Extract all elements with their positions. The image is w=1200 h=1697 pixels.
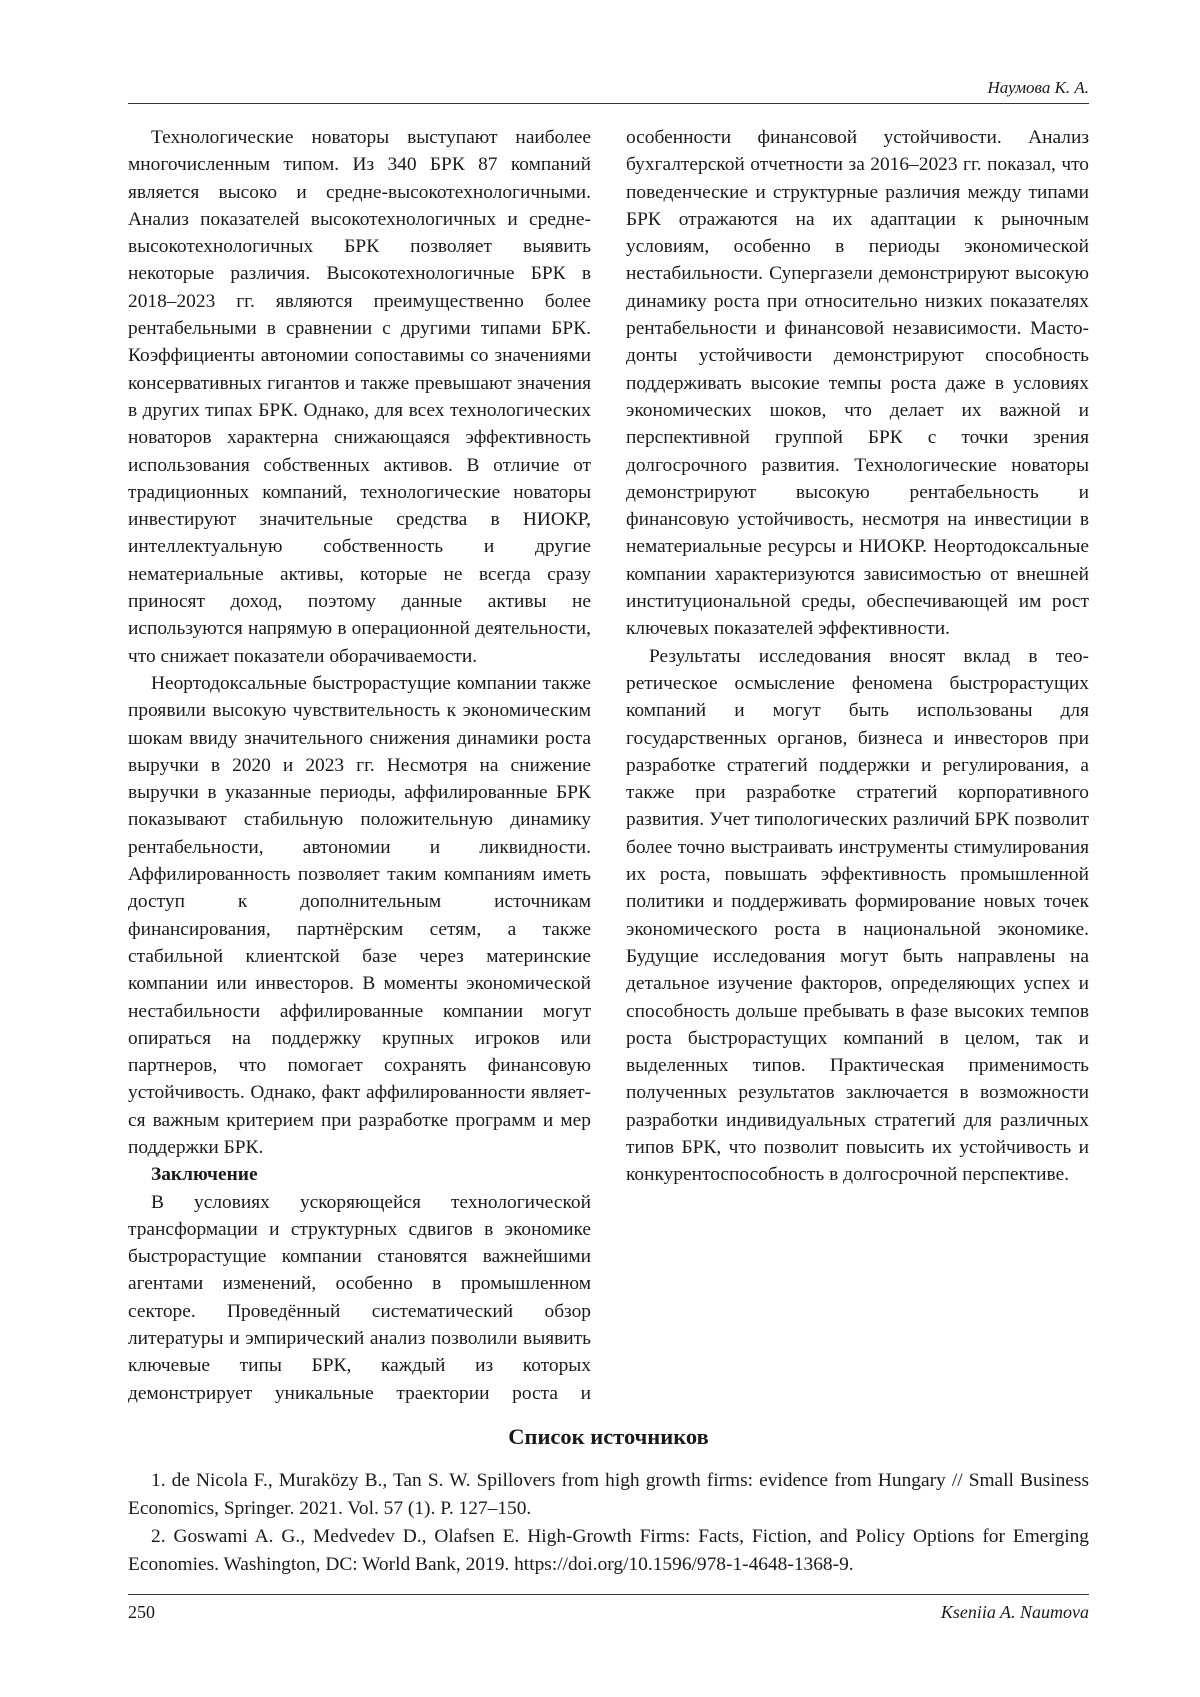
references-list <box>128 1467 1089 1579</box>
conclusion-paragraph-1: В условиях ускоряющейся технологической трансформации и структурных сдвигов в экономике быстрорастущие компании становятся важнейшими агентами изменений, особенно в промышленном секторе. Проведённый систематический обзор литературы и эмпирический анализ позволили выявить ключевые типы БРК, каждый из которых демонстрирует уникальные траектории роста и особенности финансовой устойчивости. Анализ бухгалтерской отчетности за 2016–2023 гг. показал, что поведенческие и структурные различия между типами БРК отражаются на их адаптации к рыночным условиям, особенно в периоды экономической нестабильности. Супергазели демонстрируют высокую динамику роста при относительно низких показателях рентабельности и финансовой независимости. Мастодонты устойчивости демонстрируют способность поддерживать высокие темпы роста даже в условиях экономических шоков, что делает их важной и перспективной группой БРК с точки зрения долгосрочного развития. Технологические новаторы демонстрируют высокую рентабельность и финансовую устойчивость, несмотря на инвестиции в нематериальные ресурсы и НИОКР. Неортодоксальные компании характеризуются зависимостью от внешней институциональной среды, обеспечивающей им рост ключевых показателей эффективности. <box>128 127 1089 1404</box>
page-number: 250 <box>128 1602 155 1622</box>
conclusion-heading: Заключение <box>151 1164 258 1186</box>
conclusion-paragraph-2: Результаты исследования вносят вклад в теоретическое осмысление феномена быстрорастущих компаний и могут быть использованы для государственных органов, бизнеса и инвесторов при разработке стратегий поддержки и регулирования, а также при разработке стратегий корпоративного развития. Учет типологических различий БРК позволит более точно выстраивать инструменты стимулирования их роста, повышать эффективность промышленной политики и поддерживать формирование новых точек экономического роста в национальной экономике. Будущие исследования могут быть направлены на детальное изучение факторов, определяющих успех и способность дольше пребывать в фазе высоких темпов роста быстрорастущих компаний в целом, так и выделенных типов. Практическая применимость полученных результатов заключается в возможности разработки индивидуальных стратегий для различных типов БРК, что позволит повысить их устойчивость и конкурентоспособность в долгосрочной перспективе. <box>626 645 1089 1186</box>
body-paragraph-unorthodox-companies: Неортодоксальные быстрорастущие компании также проявили высокую чувствительность к экономическим шокам ввиду значительного снижения динамики роста выручки в 2020 и 2023 гг. Несмотря на снижение выручки в указанные периоды, аффилированные БРК показывают стабильную положительную динамику рентабельности, автономии и ликвидности. Аффилированность позволяет таким компаниям иметь доступ к дополнительным источникам финансирования, партнёрским сетям, а также стабильной клиентской базе через материнские компании или инвесторов. В моменты экономической нестабильности аффилированные компании могут опираться на поддержку крупных игроков или партнеров, что помогает сохранять финансовую устойчивость. Однако, факт аффилированности является важным критерием при разработке программ и мер поддержки БРК. <box>128 672 591 1158</box>
running-head-author: Наумова К. А. <box>987 78 1089 97</box>
footer-rule <box>128 1594 1089 1595</box>
article-body <box>128 124 1089 1414</box>
references-title: Список источников <box>508 1424 709 1449</box>
body-paragraph-technological-innovators: Технологические новаторы выступают наиболее многочисленным типом. Из 340 БРК 87 компаний является высоко и средне-высокотехнологичными. Анализ показателей высокотехнологичных и средне-высокотехнологичных БРК позволяет выявить некоторые различия. Высокотехнологичные БРК в 2018–2023 гг. являются преимущественно более рентабельными в сравнении с другими типами БРК. Коэффициенты автономии сопоставимы со значениями консервативных гигантов и также превышают значения в других типах БРК. Однако, для всех технологических новаторов характерна снижающаяся эффективность использования собственных активов. В отличие от традиционных компаний, технологические новаторы инвестируют значительные средства в НИОКР, интеллектуальную собственность и другие нематериальные активы, которые не всегда сразу приносят доход, поэтому данные активы не используются напрямую в операционной деятельности, что снижает показатели оборачиваемости. <box>128 127 591 667</box>
reference-item-2: 2. Goswami A. G., Medvedev D., Olafsen E. High-Growth Firms: Facts, Fiction, and Policy Options for Emerging Economies. Washington, DC: World Bank, 2019. https://doi.org/10.1596/978-1-4648-1368-9. <box>128 1526 1089 1575</box>
reference-item-1: 1. de Nicola F., Muraközy B., Tan S. W. Spillovers from high growth firms: evidence from Hungary // Small Business Economics, Springer. 2021. Vol. 57 (1). P. 127–150. <box>128 1470 1089 1519</box>
footer-author-latin: Kseniia A. Naumova <box>940 1602 1089 1622</box>
header-rule <box>128 103 1089 104</box>
